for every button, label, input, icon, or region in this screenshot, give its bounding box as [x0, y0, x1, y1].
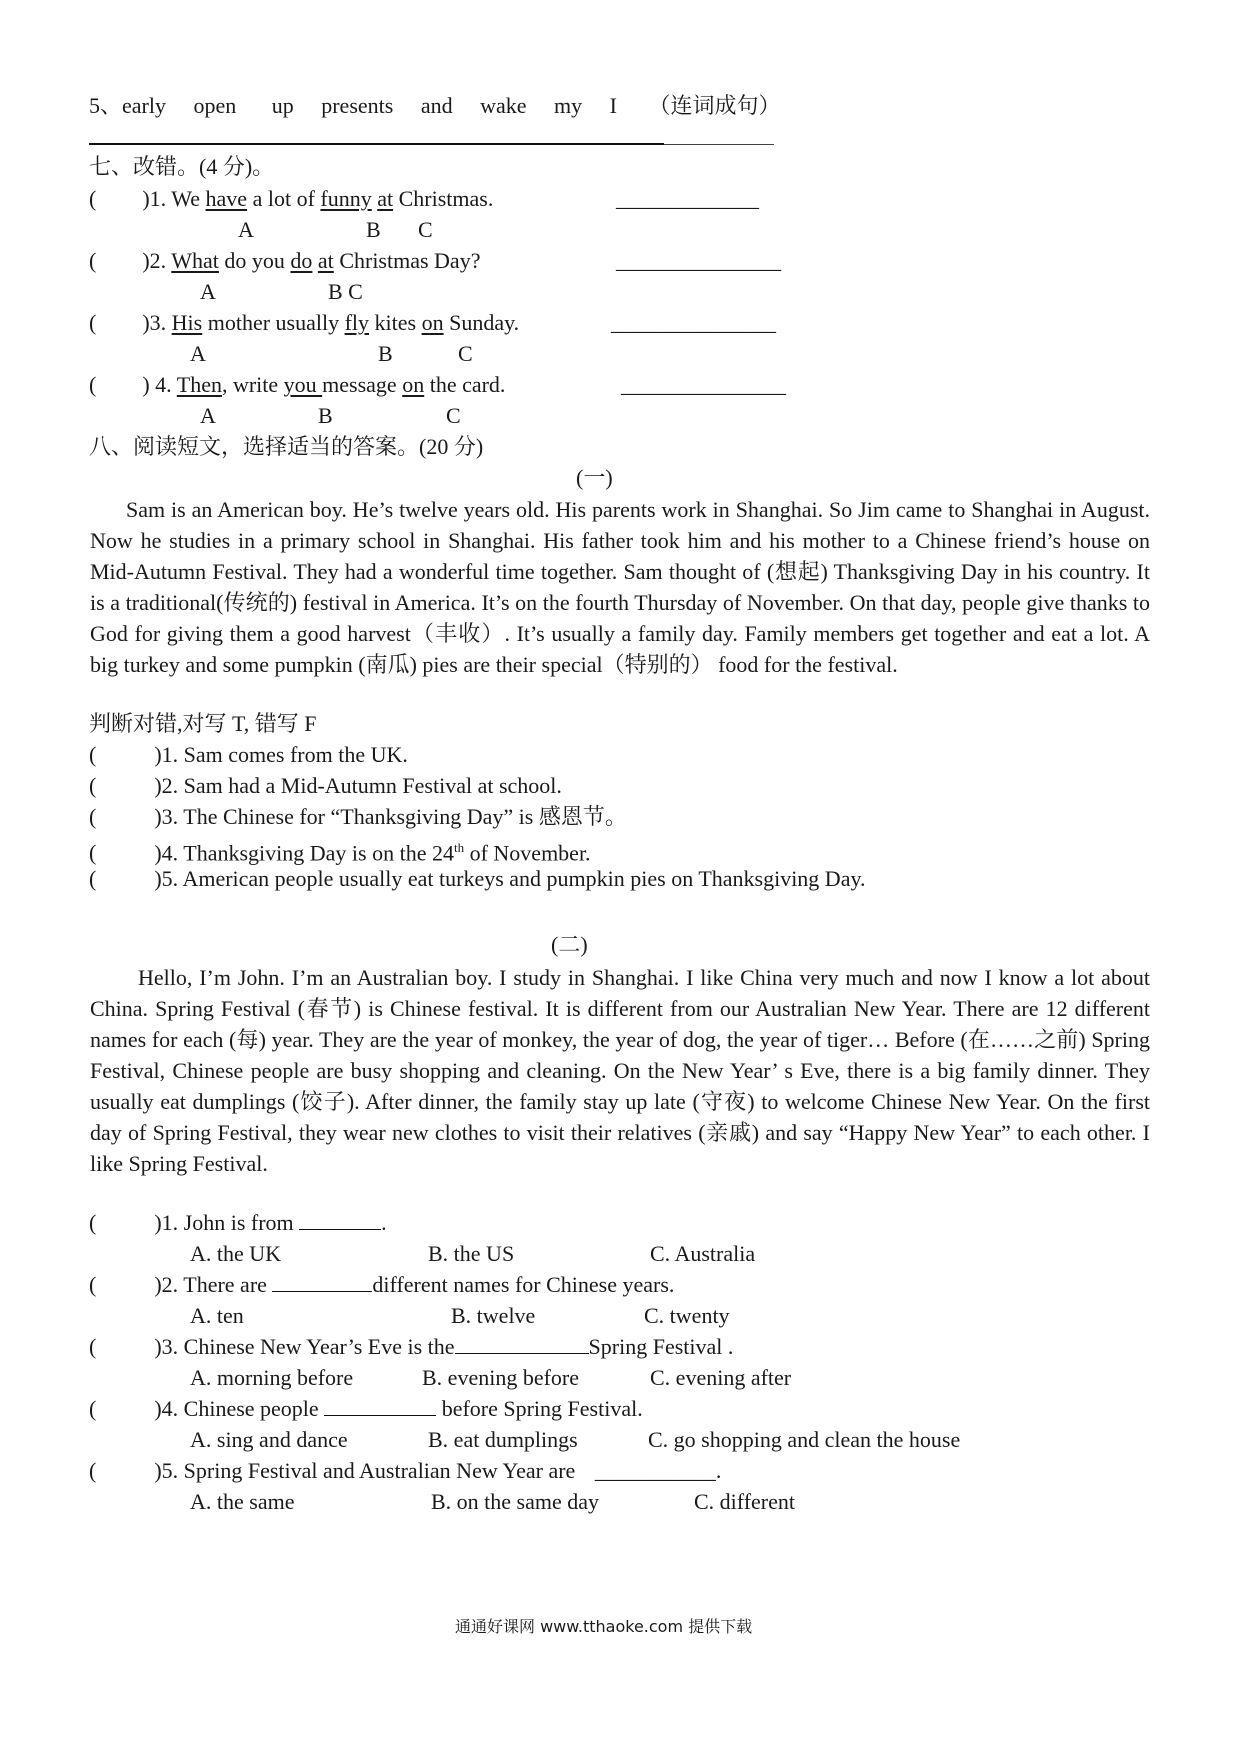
- passage-text: Hello, I’m John. I’m an Australian boy. I study in Shanghai. I like China very much and now I know a lot about China. Spring Festival (春节) is Chinese festival. It is different from our Australian New Year. There are 12 different names for each (每) year. They are the year of monkey, the year of dog, the year of tiger… Before (在……之前) Spring Festival, Chinese people are busy shopping and cleaning. On the New Year’ s Eve, there is a big family dinner. They usually eat dumplings (饺子). After dinner, the family stay up late (守夜) to welcome Chinese New Year. On the first day of Spring Festival, they wear new clothes to visit their relatives (亲戚) and say “Happy New Year” to each other. I like Spring Festival.: [90, 965, 1150, 1176]
- answer-slot[interactable]: (: [89, 1272, 97, 1297]
- passage-heading: (二): [551, 932, 588, 957]
- section-title: 八、阅读短文，选择适当的答案。(20 分): [89, 434, 484, 459]
- label-bc: B C: [328, 279, 363, 304]
- passage-heading: (一): [576, 465, 613, 490]
- label-b: B: [318, 403, 333, 428]
- option-c: at: [317, 248, 334, 273]
- fill-blank[interactable]: [455, 1333, 589, 1354]
- tf-question: ( )1. Sam comes from the UK.: [89, 742, 408, 767]
- word: 5、early: [89, 93, 166, 118]
- option-a[interactable]: A. the same: [190, 1489, 295, 1514]
- passage-text: Sam is an American boy. He’s twelve years old. His parents work in Shanghai. So Jim came to Shanghai in August. Now he studies in a primary school in Shanghai. His father took him and his mother to a Chinese friend’s house on Mid-Autumn Festival. They had a wonderful time together. Sam thought of (想起) Thanksgiving Day in his country. It is a traditional(传统的) festival in America. It’s on the fourth Thursday of November. On that day, people give thanks to God for giving them a good harvest（丰收）. It’s usually a family day. Family members get together and eat a lot. A big turkey and some pumpkin (南瓜) pies are their special（特别的） food for the festival.: [90, 497, 1150, 677]
- word: wake: [480, 93, 527, 118]
- option-c[interactable]: C. evening after: [650, 1365, 792, 1390]
- option-a[interactable]: A. morning before: [190, 1365, 354, 1390]
- option-b[interactable]: B. twelve: [451, 1303, 536, 1328]
- label-b: B: [366, 217, 381, 242]
- mc-question: ( )1. John is from .: [89, 1210, 387, 1235]
- option-c[interactable]: C. go shopping and clean the house: [648, 1427, 961, 1452]
- correction-item: ( )3. His mother usually fly kites on Sunday.: [89, 310, 520, 335]
- option-c: on: [421, 310, 444, 335]
- tf-question: ( )4. Thanksgiving Day is on the 24th of November.: [89, 840, 591, 866]
- tf-question: ( )2. Sam had a Mid-Autumn Festival at school.: [89, 773, 562, 798]
- answer-line-ext: [664, 144, 774, 145]
- tf-question: ( )5. American people usually eat turkeys and pumpkin pies on Thanksgiving Day.: [89, 866, 866, 891]
- instruction: （连词成句）: [648, 93, 781, 118]
- mc-question: ( )3. Chinese New Year’s Eve is the Spring Festival .: [89, 1334, 734, 1359]
- option-c: at: [377, 186, 394, 211]
- option-c: on: [402, 372, 425, 397]
- fill-blank[interactable]: [272, 1271, 372, 1292]
- option-a: have: [205, 186, 248, 211]
- option-c[interactable]: C. twenty: [644, 1303, 730, 1328]
- option-a: What: [171, 248, 219, 273]
- label-a: A: [200, 403, 216, 428]
- answer-blank[interactable]: _______________: [616, 248, 781, 273]
- reading-passage-1: [90, 494, 1150, 680]
- option-b[interactable]: B. eat dumplings: [428, 1427, 578, 1452]
- label-b: B: [378, 341, 393, 366]
- answer-blank[interactable]: _____________: [616, 186, 759, 211]
- rearrange-question: [89, 92, 780, 120]
- label-a: A: [190, 341, 206, 366]
- correction-item: ( )1. We have a lot of funny at Christmas.: [89, 186, 494, 211]
- mc-question: ( )2. There are different names for Chinese years.: [89, 1272, 675, 1297]
- label-c: C: [418, 217, 433, 242]
- label-c: C: [458, 341, 473, 366]
- answer-slot[interactable]: (: [89, 840, 97, 866]
- answer-slot[interactable]: (: [89, 1210, 97, 1235]
- answer-blank[interactable]: _______________: [611, 310, 776, 335]
- word: and: [420, 93, 453, 118]
- option-b: you: [283, 372, 323, 397]
- option-b[interactable]: B. evening before: [422, 1365, 579, 1390]
- instruction: 判断对错,对写 T, 错写 F: [89, 711, 317, 736]
- answer-slot[interactable]: (: [89, 866, 97, 891]
- mc-question: ( )5. Spring Festival and Australian New Year are ___________.: [89, 1458, 722, 1483]
- correction-item: ( ) 4. Then, write you message on the card.: [89, 372, 506, 397]
- option-b: fly: [344, 310, 370, 335]
- mc-question: ( )4. Chinese people before Spring Festival.: [89, 1396, 643, 1421]
- tf-question: ( )3. The Chinese for “Thanksgiving Day” is 感恩节。: [89, 804, 627, 829]
- correction-item: ( )2. What do you do at Christmas Day?: [89, 248, 481, 273]
- answer-slot[interactable]: (: [89, 773, 97, 798]
- section-title: 七、改错。(4 分)。: [89, 154, 275, 179]
- answer-slot[interactable]: (: [89, 1334, 97, 1359]
- option-a[interactable]: A. sing and dance: [190, 1427, 348, 1452]
- option-c[interactable]: C. different: [694, 1489, 796, 1514]
- answer-slot[interactable]: (: [89, 804, 97, 829]
- footer-text: 通通好课网 www.tthaoke.com 提供下载: [455, 1617, 753, 1636]
- option-c[interactable]: C. Australia: [650, 1241, 756, 1266]
- option-a[interactable]: A. the UK: [190, 1241, 282, 1266]
- reading-passage-2: [90, 962, 1150, 1179]
- option-a[interactable]: A. ten: [190, 1303, 244, 1328]
- word: presents: [321, 93, 394, 118]
- label-a: A: [200, 279, 216, 304]
- option-a: His: [171, 310, 203, 335]
- word: my: [554, 93, 583, 118]
- answer-slot[interactable]: (: [89, 1458, 97, 1483]
- option-b: funny: [320, 186, 372, 211]
- label-c: C: [446, 403, 461, 428]
- option-a: Then: [176, 372, 222, 397]
- answer-blank[interactable]: _______________: [621, 372, 786, 397]
- word: open: [193, 93, 237, 118]
- option-b: do: [290, 248, 313, 273]
- fill-blank[interactable]: [324, 1395, 436, 1416]
- option-b[interactable]: B. the US: [428, 1241, 515, 1266]
- word: up: [271, 93, 294, 118]
- option-b[interactable]: B. on the same day: [431, 1489, 600, 1514]
- answer-line[interactable]: [89, 143, 664, 145]
- fill-blank[interactable]: [299, 1209, 381, 1230]
- answer-slot[interactable]: (: [89, 742, 97, 767]
- label-a: A: [238, 217, 254, 242]
- fill-blank[interactable]: ___________.: [594, 1458, 722, 1483]
- word: I: [609, 93, 617, 118]
- answer-slot[interactable]: (: [89, 1396, 97, 1421]
